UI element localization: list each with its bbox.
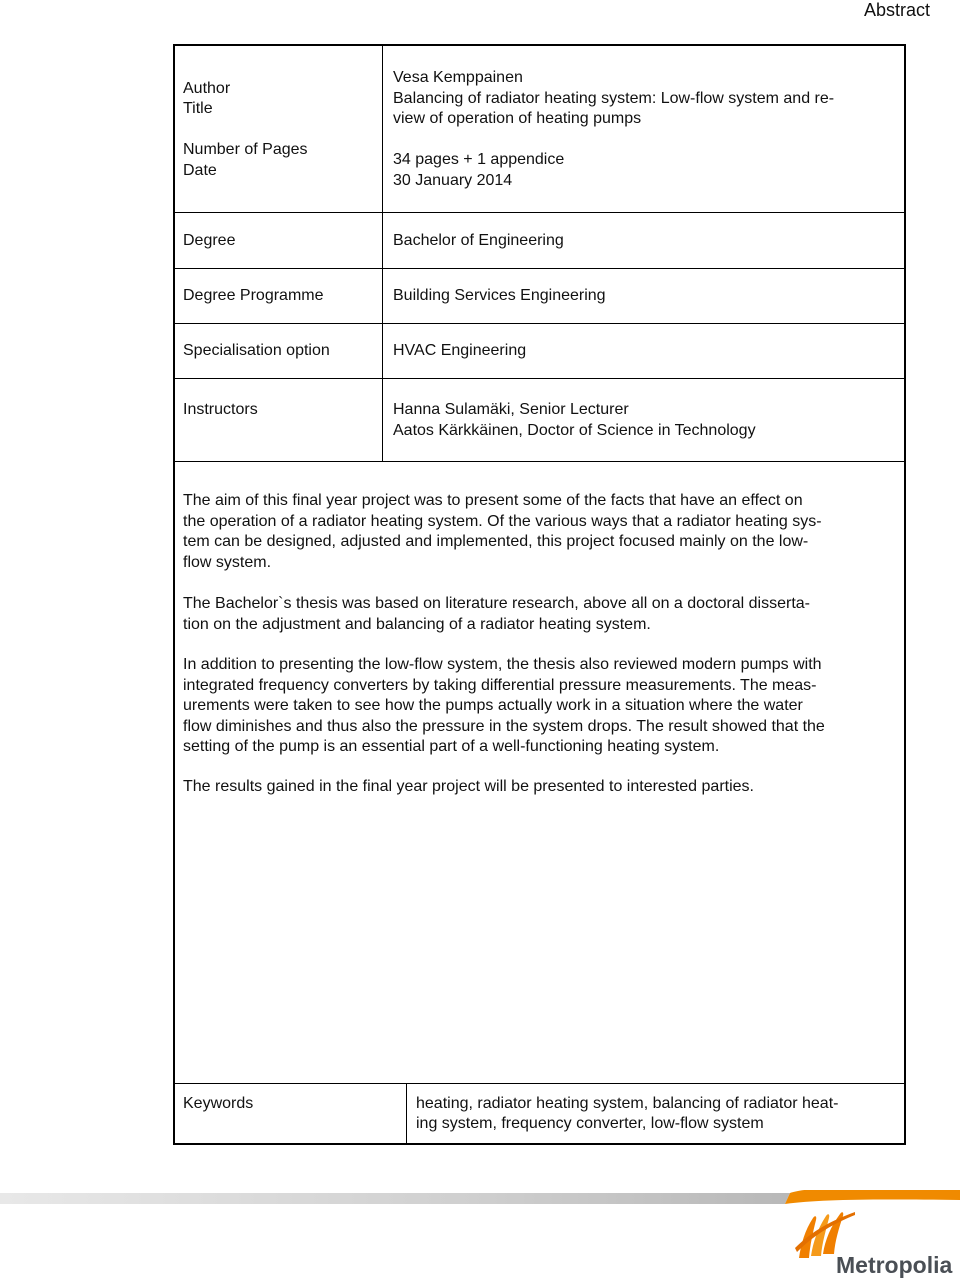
abstract-line: The Bachelor`s thesis was based on literature research, above all on a doctoral disserta- <box>183 595 810 612</box>
label-degree: Degree <box>183 232 236 249</box>
table-border-bottom <box>173 1143 906 1145</box>
value-degree-programme: Building Services Engineering <box>393 287 606 304</box>
table-border-right <box>904 44 906 1145</box>
abstract-line: The results gained in the final year project will be presented to interested parties. <box>183 778 754 795</box>
row-divider <box>173 212 906 213</box>
label-date: Date <box>183 162 217 179</box>
metropolia-logo-text: Metropolia <box>836 1252 953 1278</box>
value-instructor-2: Aatos Kärkkäinen, Doctor of Science in Technology <box>393 422 756 439</box>
abstract-line: flow system. <box>183 553 272 571</box>
value-date: 30 January 2014 <box>393 172 513 189</box>
row-divider <box>173 1083 906 1084</box>
abstract-line: In addition to presenting the low-flow system, the thesis also reviewed modern pumps with <box>183 656 822 673</box>
abstract-line: the operation of a radiator heating system. Of the various ways that a radiator heating sys- <box>183 512 822 530</box>
abstract-line: tem can be designed, adjusted and implemented, this project focused mainly on the low- <box>183 533 809 551</box>
table-divider-vertical <box>382 44 383 462</box>
table-border-top <box>173 44 906 46</box>
row-divider <box>173 323 906 324</box>
label-number-of-pages: Number of Pages <box>183 141 308 158</box>
row-divider <box>173 461 906 462</box>
label-specialisation-option: Specialisation option <box>183 342 330 359</box>
value-degree: Bachelor of Engineering <box>393 232 564 249</box>
abstract-line: urements were taken to see how the pumps actually work in a situation where the water <box>183 697 803 715</box>
abstract-line: tion on the adjustment and balancing of a radiator heating system. <box>183 615 651 633</box>
keywords-line: heating, radiator heating system, balancing of radiator heat- <box>416 1095 839 1112</box>
value-title-line2: view of operation of heating pumps <box>393 110 642 127</box>
page-label: Abstract <box>863 0 930 20</box>
keywords-line: ing system, frequency converter, low-flow system <box>416 1115 764 1132</box>
abstract-line: The aim of this final year project was to present some of the facts that have an effect on <box>183 492 803 509</box>
value-author: Vesa Kemppainen <box>393 69 523 86</box>
label-degree-programme: Degree Programme <box>183 287 324 304</box>
abstract-paragraph-4 <box>183 777 896 798</box>
table-border-left <box>173 44 175 1145</box>
row-divider <box>173 268 906 269</box>
abstract-paragraph-2 <box>183 594 896 635</box>
abstract-line: integrated frequency converters by taking differential pressure measurements. The meas- <box>183 676 817 694</box>
footer-band <box>0 1190 960 1206</box>
abstract-paragraph-3 <box>183 655 896 758</box>
value-specialisation-option: HVAC Engineering <box>393 342 527 359</box>
label-author: Author <box>183 80 231 97</box>
abstract-paragraph-1 <box>183 491 896 573</box>
keywords-value <box>416 1094 896 1134</box>
value-number-of-pages: 34 pages + 1 appendice <box>393 151 565 168</box>
row-divider <box>173 378 906 379</box>
value-instructor-1: Hanna Sulamäki, Senior Lecturer <box>393 401 629 418</box>
label-keywords: Keywords <box>183 1095 254 1112</box>
keywords-divider-vertical <box>406 1083 407 1145</box>
abstract-line: flow diminishes and thus also the pressure in the system drops. The result showed that the <box>183 717 825 735</box>
value-title-line1: Balancing of radiator heating system: Low-flow system and re- <box>393 90 835 107</box>
abstract-line: setting of the pump is an essential part of a well-functioning heating system. <box>183 738 720 756</box>
label-title: Title <box>183 100 213 117</box>
label-instructors: Instructors <box>183 401 258 418</box>
